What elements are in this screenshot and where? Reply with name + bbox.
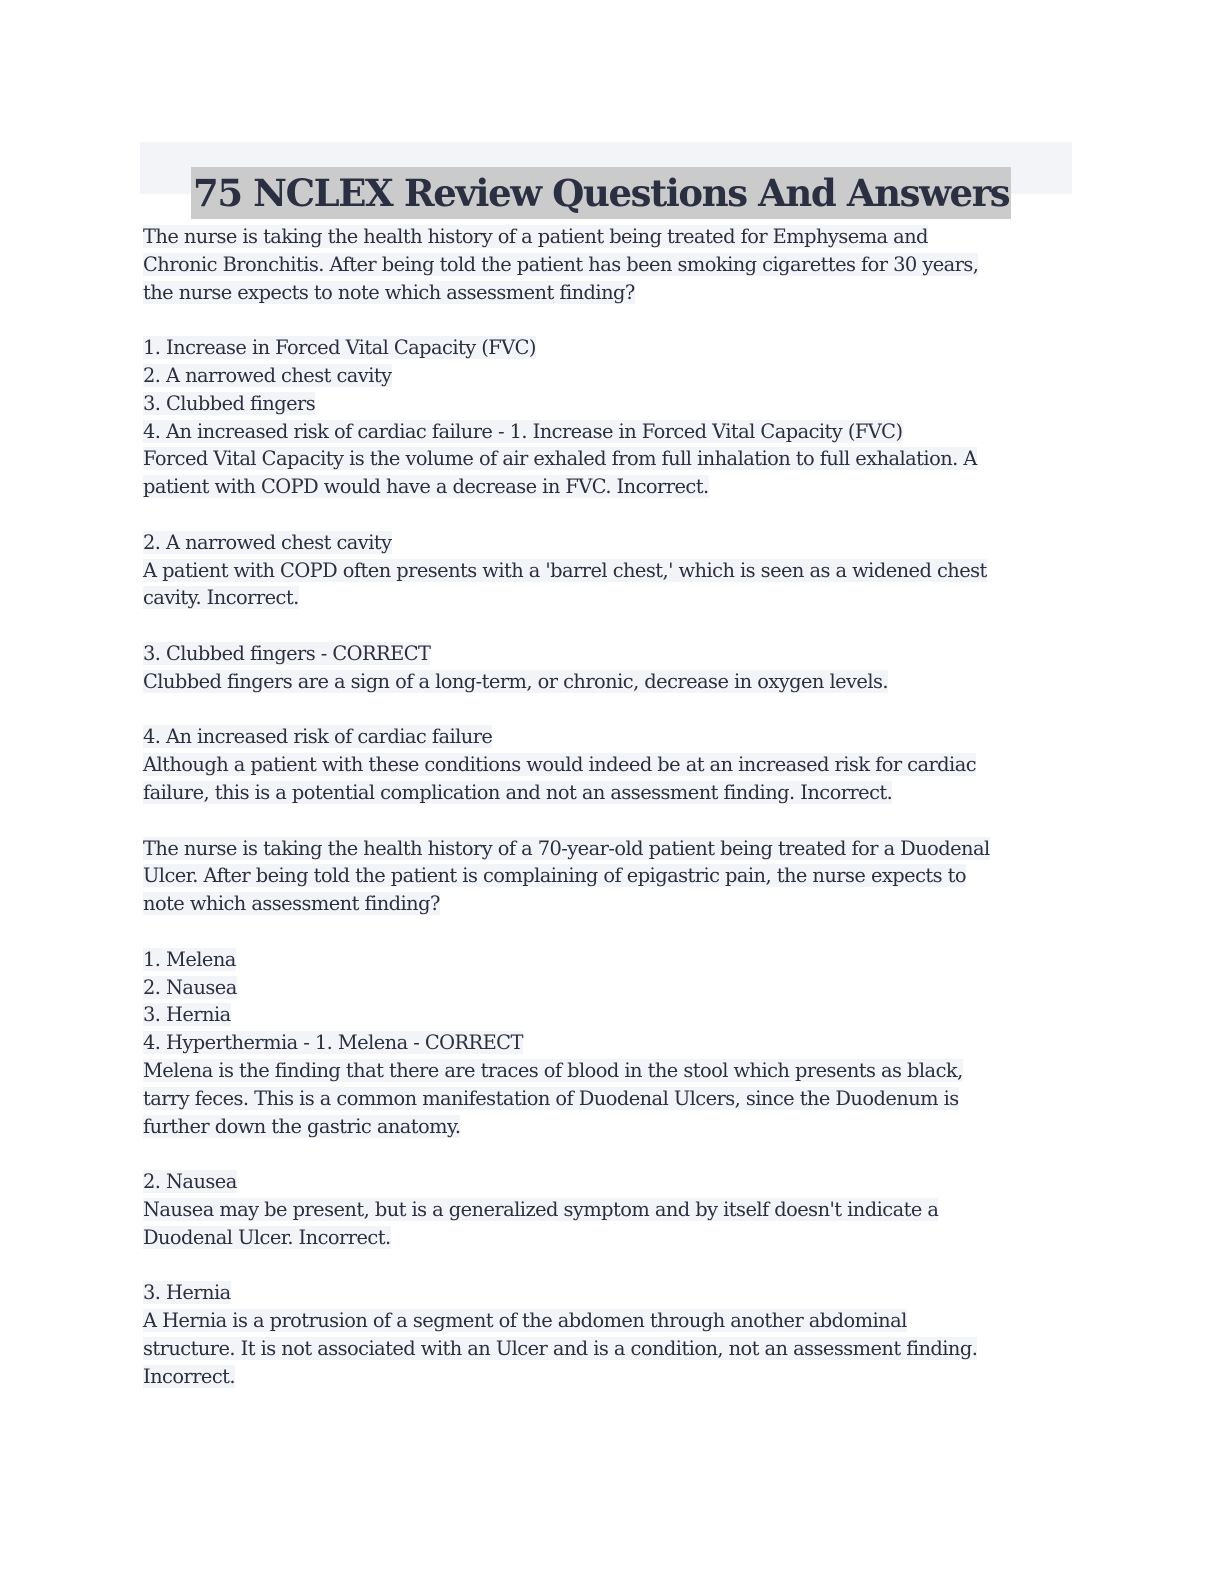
- answer-option: 4. An increased risk of cardiac failure - 1. Increase in Forced Vital Capacity (FVC): [143, 419, 903, 443]
- question-stem: [143, 835, 1078, 918]
- explanation-text: Incorrect.: [143, 1364, 236, 1388]
- explanation: [143, 445, 1078, 501]
- question-1: [143, 223, 1078, 807]
- explanation-text: failure, this is a potential complication and not an assessment finding. Incorrect.: [143, 780, 893, 804]
- explanation-text: Clubbed fingers are a sign of a long-term, or chronic, decrease in oxygen levels.: [143, 669, 889, 693]
- stem-line: the nurse expects to note which assessment finding?: [143, 280, 635, 304]
- explanation: [143, 1168, 1078, 1251]
- answer-option: 1. Melena: [143, 947, 236, 971]
- explanation-text: patient with COPD would have a decrease in FVC. Incorrect.: [143, 475, 709, 499]
- explanation-text: structure. It is not associated with an Ulcer and is a condition, not an assessment finding.: [143, 1336, 978, 1360]
- explanation-text: Nausea may be present, but is a generalized symptom and by itself doesn't indicate a: [143, 1197, 939, 1221]
- answer-option: 2. Nausea: [143, 975, 237, 999]
- answer-option: 3. Hernia: [143, 1003, 231, 1027]
- question-2: [143, 835, 1078, 1391]
- explanation-text: Forced Vital Capacity is the volume of air exhaled from full inhalation to full exhalation. A: [143, 447, 977, 471]
- stem-line: Chronic Bronchitis. After being told the patient has been smoking cigarettes for 30 years,: [143, 252, 979, 276]
- stem-line: The nurse is taking the health history of a 70-year-old patient being treated for a Duodenal: [143, 836, 990, 860]
- stem-line: note which assessment finding?: [143, 892, 440, 916]
- explanation: [143, 640, 1078, 696]
- explanation-text: A patient with COPD often presents with a 'barrel chest,' which is seen as a widened chest: [143, 558, 987, 582]
- explanation-heading: 2. Nausea: [143, 1170, 237, 1194]
- explanation: [143, 1057, 1078, 1140]
- document-title: 75 NCLEX Review Questions And Answers: [191, 167, 1011, 219]
- explanation-heading: 3. Clubbed fingers - CORRECT: [143, 641, 431, 665]
- explanation-heading: 2. A narrowed chest cavity: [143, 530, 392, 554]
- answer-options: [143, 334, 1078, 445]
- explanation: [143, 723, 1078, 806]
- explanation-text: A Hernia is a protrusion of a segment of the abdomen through another abdominal: [143, 1309, 907, 1333]
- question-stem: [143, 223, 1078, 306]
- explanation-text: Duodenal Ulcer. Incorrect.: [143, 1225, 391, 1249]
- explanation: [143, 529, 1078, 612]
- explanation-text: Although a patient with these conditions would indeed be at an increased risk for cardiac: [143, 753, 977, 777]
- stem-line: Ulcer. After being told the patient is complaining of epigastric pain, the nurse expects to: [143, 864, 967, 888]
- answer-option: 4. Hyperthermia - 1. Melena - CORRECT: [143, 1031, 523, 1055]
- answer-option: 2. A narrowed chest cavity: [143, 363, 392, 387]
- explanation-text: Melena is the finding that there are traces of blood in the stool which presents as black,: [143, 1058, 963, 1082]
- explanation: [143, 1279, 1078, 1390]
- explanation-text: tarry feces. This is a common manifestation of Duodenal Ulcers, since the Duodenum is: [143, 1086, 959, 1110]
- explanation-heading: 4. An increased risk of cardiac failure: [143, 725, 493, 749]
- answer-option: 3. Clubbed fingers: [143, 391, 316, 415]
- explanation-text: cavity. Incorrect.: [143, 586, 299, 610]
- explanation-text: further down the gastric anatomy.: [143, 1114, 461, 1138]
- answer-options: [143, 946, 1078, 1057]
- answer-option: 1. Increase in Forced Vital Capacity (FVC): [143, 336, 536, 360]
- stem-line: The nurse is taking the health history of a patient being treated for Emphysema and: [143, 225, 928, 248]
- explanation-heading: 3. Hernia: [143, 1281, 231, 1305]
- document-body: [143, 223, 1078, 1390]
